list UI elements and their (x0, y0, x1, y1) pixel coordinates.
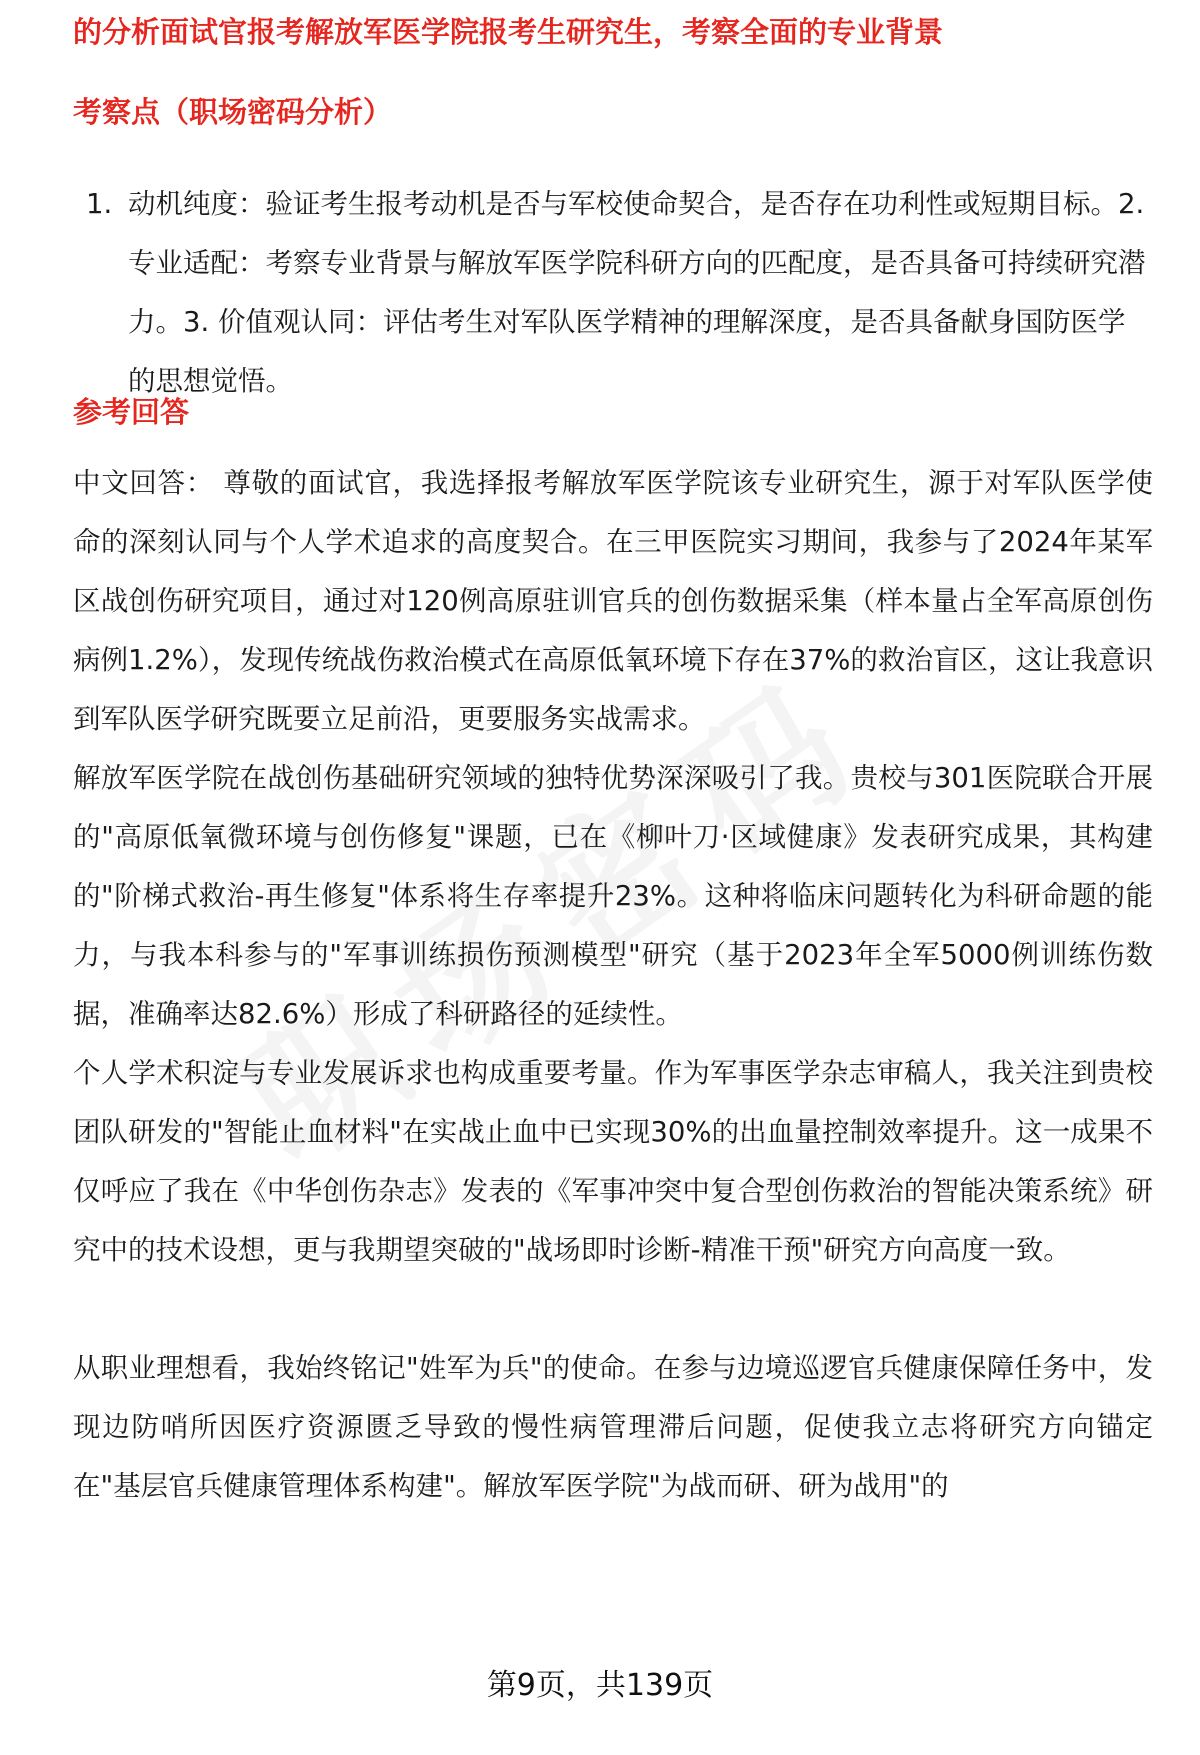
list-item-number: 1. (86, 188, 113, 220)
kaochadian-list (86, 175, 1146, 411)
list-item (86, 175, 1146, 411)
answer-paragraph-1: 中文回答： 尊敬的面试官，我选择报考解放军医学院该专业研究生，源于对军队医学使命的深刻认同与个人学术追求的高度契合。在三甲医院实习期间，我参与了2024年某军区战创伤研究项目，通过对120例高原驻训官兵的创伤数据采集（样本量占全军高原创伤病例1.2%），发现传统战伤救治模式在高原低氧环境下存在37%的救治盲区，这让我意识到军队医学研究既要立足前沿，更要服务实战需求。 (73, 467, 1153, 735)
answer-paragraph-3: 个人学术积淀与专业发展诉求也构成重要考量。作为军事医学杂志审稿人，我关注到贵校团队研发的"智能止血材料"在实战止血中已实现30%的出血量控制效率提升。这一成果不仅呼应了我在《中华创伤杂志》发表的《军事冲突中复合型创伤救治的智能决策系统》研究中的技术设想，更与我期望突破的"战场即时诊断-精准干预"研究方向高度一致。 (73, 1057, 1153, 1266)
list-item-text: 动机纯度：验证考生报考动机是否与军校使命契合，是否存在功利性或短期目标。2. 专业适配：考察专业背景与解放军医学院科研方向的匹配度，是否具备可持续研究潜力。3. 价值观认同：评估考生对军队医学精神的理解深度，是否具备献身国防医学的思想觉悟。 (128, 188, 1146, 397)
kaochadian-heading: 考察点（职场密码分析） (73, 95, 393, 129)
answer-paragraph-4: 从职业理想看，我始终铭记"姓军为兵"的使命。在参与边境巡逻官兵健康保障任务中，发现边防哨所因医疗资源匮乏导致的慢性病管理滞后问题，促使我立志将研究方向锚定在"基层官兵健康管理体系构建"。解放军医学院"为战而研、研为战用"的 (73, 1352, 1153, 1502)
page-number-footer: 第9页，共139页 (486, 1668, 714, 1703)
answer-heading: 参考回答 (73, 395, 190, 429)
answer-paragraph-2: 解放军医学院在战创伤基础研究领域的独特优势深深吸引了我。贵校与301医院联合开展的"高原低氧微环境与创伤修复"课题，已在《柳叶刀·区域健康》发表研究成果，其构建的"阶梯式救治-再生修复"体系将生存率提升23%。这种将临床问题转化为科研命题的能力，与我本科参与的"军事训练损伤预测模型"研究（基于2023年全军5000例训练伤数据，准确率达82.6%）形成了科研路径的延续性。 (73, 762, 1154, 1030)
cut-off-heading-text: 的分析面试官报考解放军医学院报考生研究生，考察全面的专业背景 (73, 15, 944, 49)
cut-off-heading-line (73, 15, 1003, 58)
